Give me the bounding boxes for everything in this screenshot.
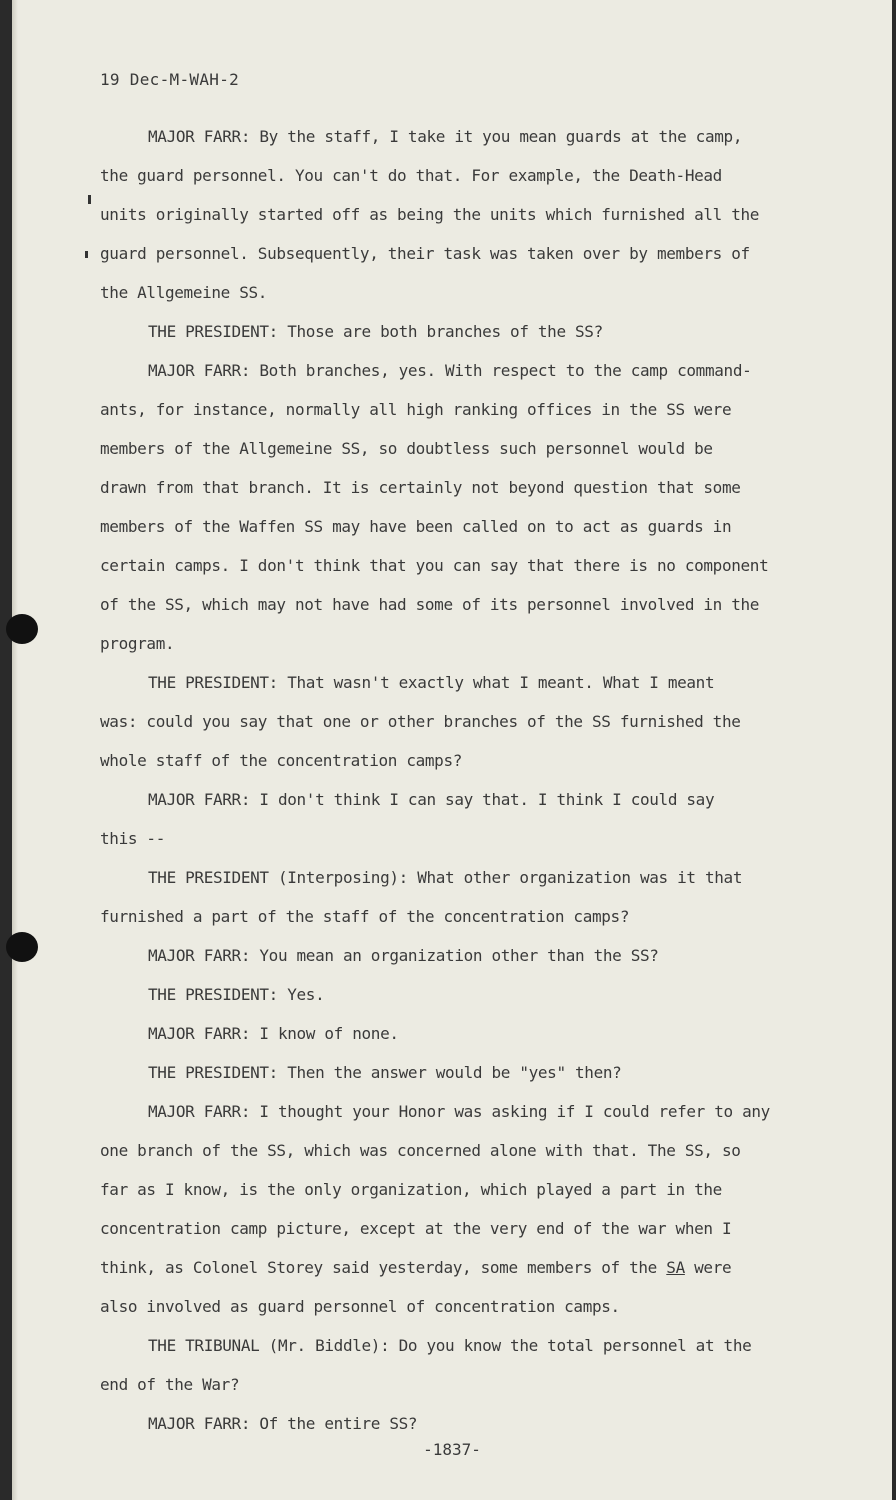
transcript-line-text: end of the War?	[100, 1375, 240, 1394]
transcript-line-text: members of the Allgemeine SS, so doubtless such personnel would be	[100, 439, 713, 458]
transcript-line-text: MAJOR FARR: I know of none.	[148, 1024, 399, 1043]
transcript-line-text: MAJOR FARR: Of the entire SS?	[148, 1414, 418, 1433]
document-page	[12, 0, 892, 1500]
transcript-line	[100, 312, 816, 351]
transcript-line-text: concentration camp picture, except at the very end of the war when I	[100, 1219, 732, 1238]
transcript-line	[100, 351, 816, 390]
transcript-line	[100, 1365, 816, 1404]
transcript-line	[100, 234, 816, 273]
transcript-line-text: this --	[100, 829, 165, 848]
transcript-line	[100, 858, 816, 897]
transcript-line	[100, 1287, 816, 1326]
transcript-line-text: THE TRIBUNAL (Mr. Biddle): Do you know the total personnel at the	[148, 1336, 752, 1355]
transcript-line	[100, 819, 816, 858]
transcript-line	[100, 390, 816, 429]
transcript-line-text: MAJOR FARR: I don't think I can say that. I think I could say	[148, 790, 715, 809]
transcript-line-text: far as I know, is the only organization, which played a part in the	[100, 1180, 722, 1199]
transcript-line	[100, 585, 816, 624]
transcript-line-text: drawn from that branch. It is certainly not beyond question that some	[100, 478, 741, 497]
underlined-term: SA	[666, 1258, 685, 1277]
transcript-line	[100, 1014, 816, 1053]
transcript-line-text: MAJOR FARR: You mean an organization other than the SS?	[148, 946, 659, 965]
transcript-line-text: units originally started off as being the units which furnished all the	[100, 205, 760, 224]
transcript-line	[100, 1326, 816, 1365]
transcript-line	[100, 117, 816, 156]
transcript-line	[100, 702, 816, 741]
transcript-line	[100, 1209, 816, 1248]
transcript-line	[100, 1092, 816, 1131]
transcript-line	[100, 507, 816, 546]
transcript-line-text: THE PRESIDENT: Then the answer would be "yes" then?	[148, 1063, 622, 1082]
transcript-line-tail: were	[684, 1258, 732, 1277]
transcript-line	[100, 1404, 816, 1443]
transcript-line	[100, 1170, 816, 1209]
transcript-line-text: THE PRESIDENT: Yes.	[148, 985, 325, 1004]
transcript-line-text: MAJOR FARR: Both branches, yes. With respect to the camp command-	[148, 361, 752, 380]
transcript-line	[100, 273, 816, 312]
transcript-line	[100, 897, 816, 936]
transcript-line-text: members of the Waffen SS may have been called on to act as guards in	[100, 517, 732, 536]
transcript-line-text: was: could you say that one or other branches of the SS furnished the	[100, 712, 741, 731]
transcript-line-text: certain camps. I don't think that you can say that there is no component	[100, 556, 769, 575]
transcript-line-text: the Allgemeine SS.	[100, 283, 268, 302]
punch-hole-upper	[6, 614, 38, 644]
transcript-body	[100, 117, 816, 1443]
transcript-line-text: the guard personnel. You can't do that. For example, the Death-Head	[100, 166, 722, 185]
transcript-line-text: also involved as guard personnel of concentration camps.	[100, 1297, 620, 1316]
transcript-line	[100, 780, 816, 819]
transcript-line	[100, 1248, 816, 1287]
transcript-line	[100, 741, 816, 780]
document-header: 19 Dec-M-WAH-2	[100, 70, 240, 89]
transcript-line-text: program.	[100, 634, 175, 653]
transcript-line	[100, 624, 816, 663]
transcript-line	[100, 156, 816, 195]
transcript-line	[100, 546, 816, 585]
transcript-line	[100, 663, 816, 702]
transcript-line-text: THE PRESIDENT: That wasn't exactly what I meant. What I meant	[148, 673, 715, 692]
transcript-line-text: ants, for instance, normally all high ranking offices in the SS were	[100, 400, 732, 419]
transcript-line-text: guard personnel. Subsequently, their task was taken over by members of	[100, 244, 750, 263]
page-edge-shadow	[12, 0, 18, 1500]
margin-mark-lower	[85, 251, 88, 258]
margin-mark-upper	[88, 195, 91, 204]
transcript-line	[100, 936, 816, 975]
transcript-line-text: THE PRESIDENT: Those are both branches of the SS?	[148, 322, 603, 341]
transcript-line	[100, 975, 816, 1014]
transcript-line	[100, 468, 816, 507]
transcript-line-text: of the SS, which may not have had some of its personnel involved in the	[100, 595, 760, 614]
transcript-line	[100, 1131, 816, 1170]
punch-hole-lower	[6, 932, 38, 962]
page-number: -1837-	[423, 1440, 481, 1459]
transcript-line	[100, 429, 816, 468]
transcript-line	[100, 195, 816, 234]
transcript-line	[100, 1053, 816, 1092]
transcript-line-text: furnished a part of the staff of the concentration camps?	[100, 907, 630, 926]
transcript-line-text: THE PRESIDENT (Interposing): What other organization was it that	[148, 868, 743, 887]
transcript-line-text: MAJOR FARR: I thought your Honor was asking if I could refer to any	[148, 1102, 770, 1121]
transcript-line-text: whole staff of the concentration camps?	[100, 751, 463, 770]
transcript-line-text: MAJOR FARR: By the staff, I take it you mean guards at the camp,	[148, 127, 743, 146]
transcript-line-text: one branch of the SS, which was concerned alone with that. The SS, so	[100, 1141, 741, 1160]
transcript-line-text: think, as Colonel Storey said yesterday, some members of the	[100, 1258, 657, 1277]
